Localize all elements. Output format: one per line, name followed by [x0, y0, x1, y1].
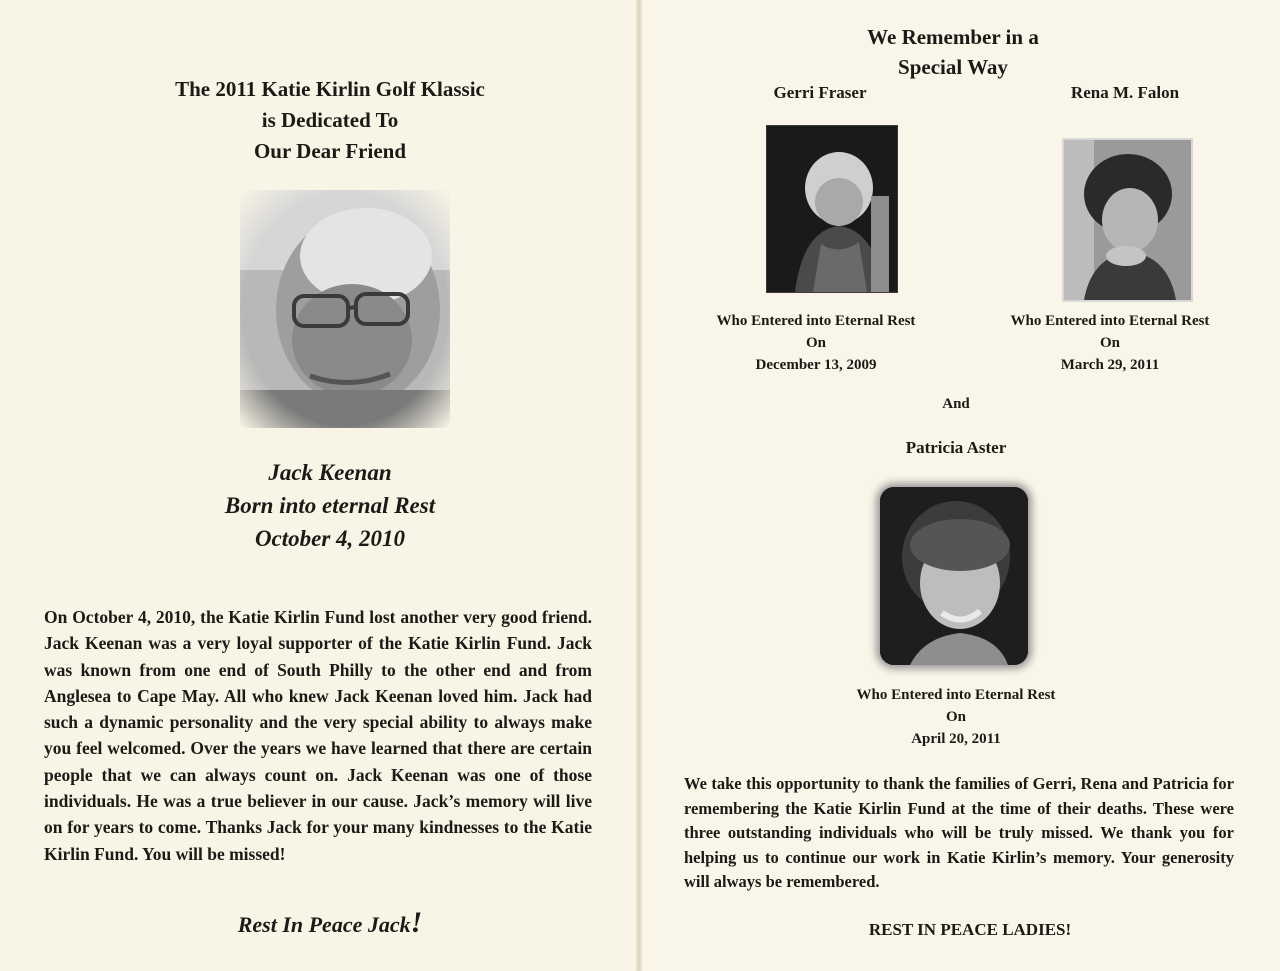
dedication-line-1: The 2011 Katie Kirlin Golf Klassic	[175, 77, 485, 101]
patricia-date: April 20, 2011	[911, 731, 1001, 747]
gerri-fraser-name: Gerri Fraser	[773, 83, 867, 102]
dedication-heading	[60, 74, 600, 167]
and-connector: And	[942, 396, 970, 412]
rena-date: March 29, 2011	[1060, 357, 1160, 373]
dedication-line-2: is Dedicated To	[261, 108, 399, 132]
dedication-line-3: Our Dear Friend	[253, 139, 407, 163]
rest-in-peace-jack	[60, 906, 600, 940]
patricia-aster-photo	[880, 487, 1028, 665]
remember-line-2: Special Way	[898, 55, 1008, 79]
gerri-on: On	[805, 335, 826, 351]
remember-heading	[640, 22, 1266, 82]
honoree-born-line: Born into eternal Rest	[224, 493, 436, 518]
rena-rest-block	[990, 310, 1230, 376]
gerri-rest-line: Who Entered into Eternal Rest	[716, 313, 916, 329]
honoree-name: Jack Keenan	[268, 460, 392, 485]
page-fold	[636, 0, 642, 971]
honoree-date: October 4, 2010	[254, 526, 406, 551]
thanks-paragraph: We take this opportunity to thank the families of Gerri, Rena and Patricia for remembering the Katie Kirlin Fund at the time of their deaths. These were three outstanding individuals who will be truly missed. We thank you for helping us to continue our work in Katie Kirlin’s memory. Your generosity will always be remembered.	[684, 774, 1234, 892]
rena-rest-line: Who Entered into Eternal Rest	[1010, 313, 1210, 329]
patricia-on: On	[945, 709, 966, 725]
closing-mark: !	[410, 906, 423, 939]
jack-keenan-photo	[240, 190, 450, 428]
patricia-aster-name: Patricia Aster	[905, 438, 1007, 457]
honoree-block	[60, 456, 600, 555]
gerri-rest-block	[700, 310, 932, 376]
rest-in-peace-ladies: REST IN PEACE LADIES!	[868, 920, 1072, 939]
remember-line-1: We Remember in a	[867, 25, 1039, 49]
gerri-date: December 13, 2009	[755, 357, 877, 373]
rena-falon-photo	[1062, 138, 1193, 302]
tribute-paragraph: On October 4, 2010, the Katie Kirlin Fund lost another very good friend. Jack Keenan was a very loyal supporter of the Katie Kirlin Fund. Jack was known from one end of South Philly to the other end and from Anglesea to Cape May. All who knew Jack Keenan loved him. Jack had such a dynamic personality and the very special ability to always make you feel welcomed. Over the years we have learned that there are certain people that we can always count on. Jack Keenan was one of those individuals. He was a true believer in our cause. Jack’s memory will live on for years to come. Thanks Jack for your many kindnesses to the Katie Kirlin Fund. You will be missed!	[44, 607, 592, 864]
rena-falon-name: Rena M. Falon	[1070, 83, 1180, 102]
rena-on: On	[1099, 335, 1120, 351]
patricia-rest-line: Who Entered into Eternal Rest	[856, 687, 1056, 703]
closing-text: Rest In Peace Jack	[237, 912, 411, 937]
patricia-rest-block	[840, 684, 1072, 750]
gerri-fraser-photo	[766, 125, 898, 293]
